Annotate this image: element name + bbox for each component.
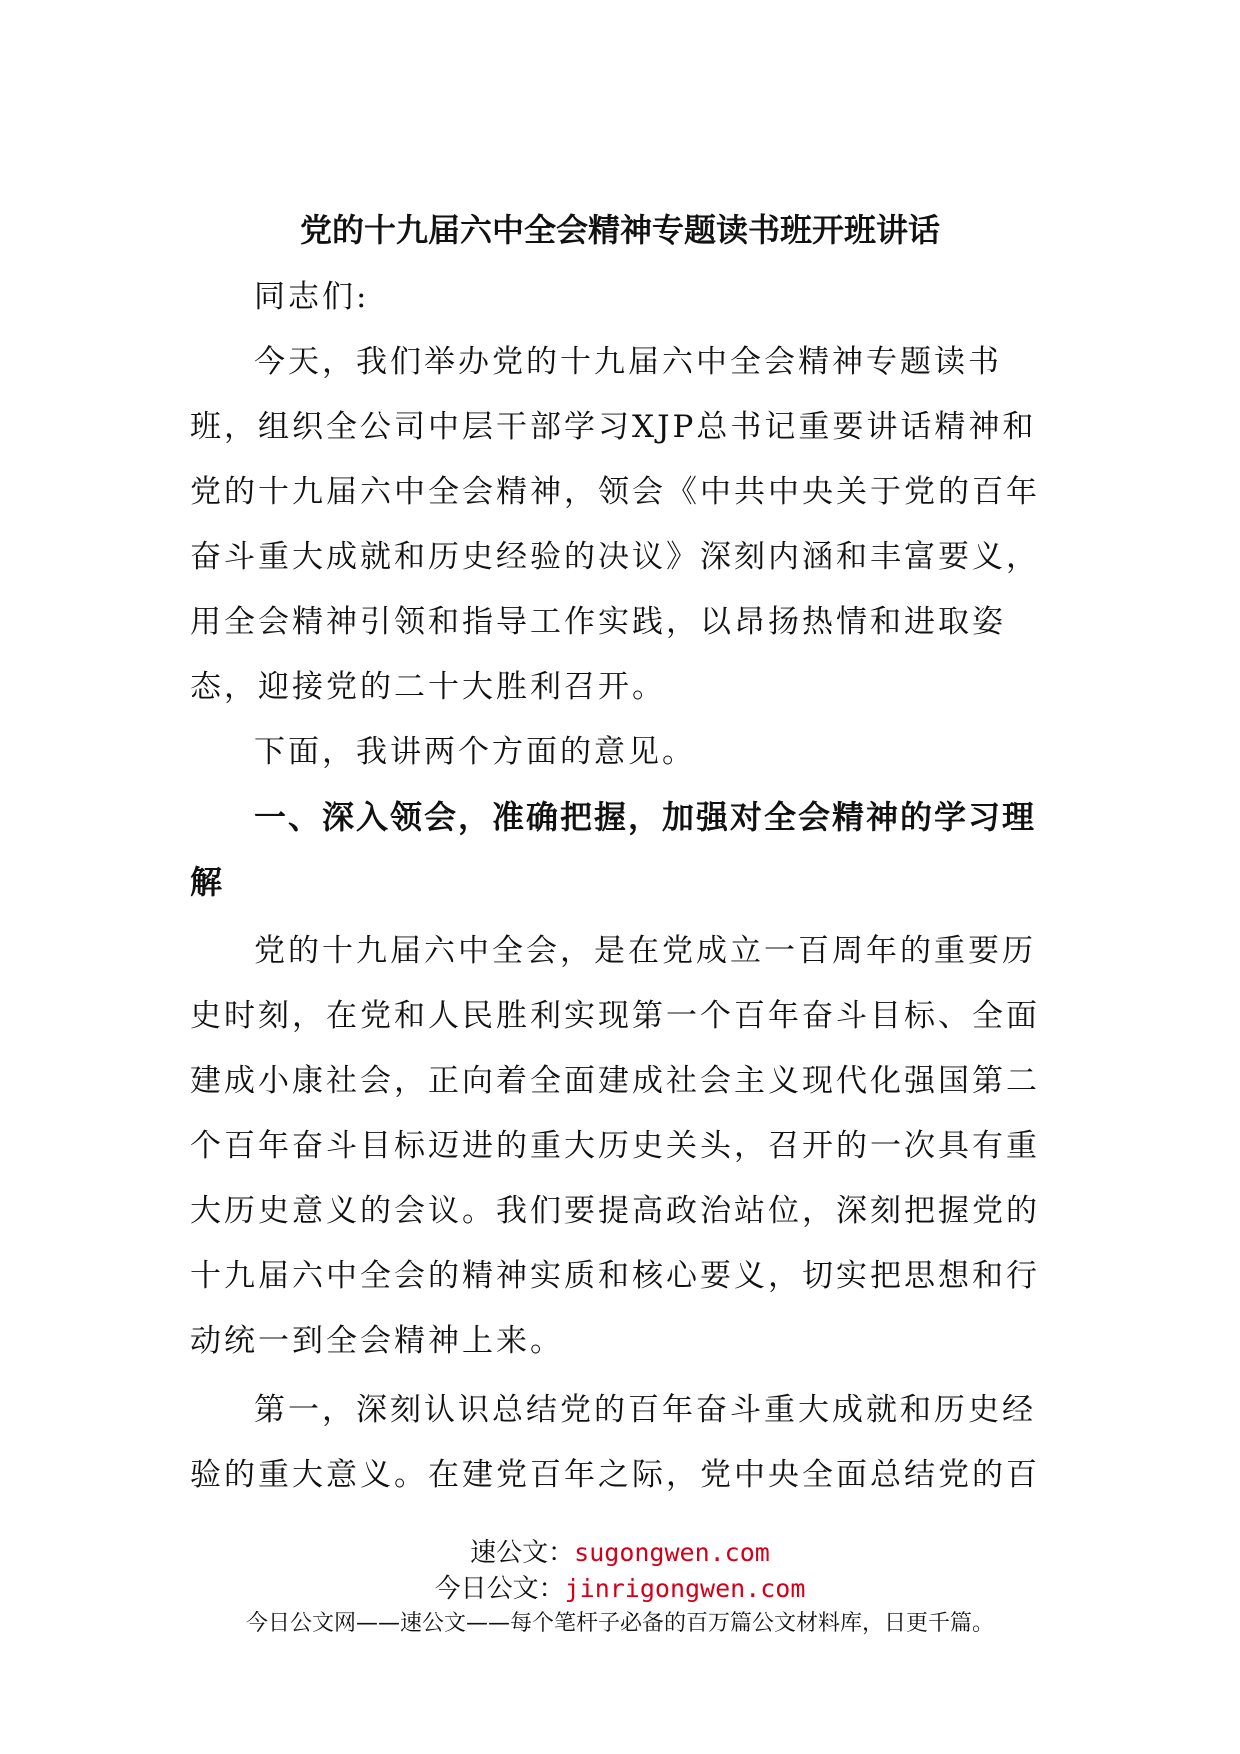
paragraph-outline: 下面，我讲两个方面的意见。 (254, 734, 696, 770)
document-body (190, 265, 1060, 1508)
section-paragraph: 第一，深刻认识总结党的百年奋斗重大成就和历史经验的重大意义。在建党百年之际，党中央全面总结党的百 (190, 1392, 1040, 1493)
paragraph-intro: 今天，我们举办党的十九届六中全会精神专题读书班，组织全公司中层干部学习XJP总书记重要讲话精神和党的十九届六中全会精神，领会《中共中央关于党的百年奋斗重大成就和历史经验的决议》深刻内涵和丰富要义，用全会精神引领和指导工作实践，以昂扬热情和进取姿态，迎接党的二十大胜利召开。 (190, 344, 1040, 705)
footer-tagline: 今日公文网——速公文——每个笔杆子必备的百万篇公文材料库，日更千篇。 (245, 1611, 994, 1636)
salutation: 同志们: (254, 279, 370, 315)
document-title: 党的十九届六中全会精神专题读书班开班讲话 (299, 211, 940, 249)
footer-line-sugongwen (0, 1535, 1240, 1571)
section-paragraph: 党的十九届六中全会，是在党成立一百周年的重要历史时刻，在党和人民胜利实现第一个百年奋斗目标、全面建成小康社会，正向着全面建成社会主义现代化强国第二个百年奋斗目标迈进的重大历史关头，召开的一次具有重大历史意义的会议。我们要提高政治站位，深刻把握党的十九届六中全会的精神实质和核心要义，切实把思想和行动统一到全会精神上来。 (190, 933, 1040, 1359)
section-heading: 一、深入领会，准确把握，加强对全会精神的学习理解 (190, 798, 1037, 901)
footer (0, 1535, 1240, 1641)
footer-line-jinrigongwen (0, 1571, 1240, 1607)
footer-label: 今日公文： (434, 1574, 565, 1604)
footer-link-sugongwen[interactable]: sugongwen.com (574, 1538, 770, 1567)
footer-link-jinrigongwen[interactable]: jinrigongwen.com (564, 1574, 806, 1603)
footer-label: 速公文： (470, 1538, 575, 1568)
